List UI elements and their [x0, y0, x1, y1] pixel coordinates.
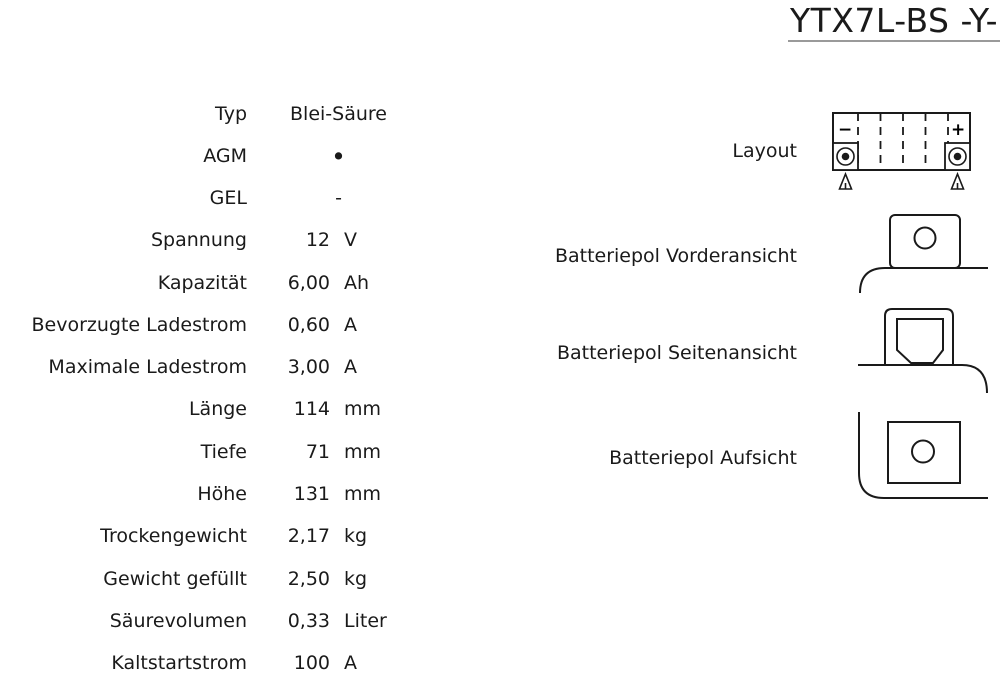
terminal-front-view-diagram	[840, 205, 1000, 300]
spec-row-value: 0,60	[287, 313, 330, 336]
spec-row-label: Säurevolumen	[109, 609, 247, 632]
spec-row-label: Trockengewicht	[100, 525, 247, 548]
spec-row-label: Tiefe	[200, 440, 247, 463]
spec-row-label: Typ	[215, 102, 247, 125]
terminal-inner-profile	[897, 319, 943, 363]
spec-row-unit: Ah	[344, 271, 370, 294]
title-underline	[788, 40, 1000, 42]
spec-row-unit: V	[344, 229, 357, 252]
spec-table	[0, 93, 430, 685]
spec-row-label: Bevorzugte Ladestrom	[31, 313, 247, 336]
battery-corner-line	[859, 412, 988, 498]
spec-row-label: Länge	[188, 398, 247, 421]
spec-row-value: Blei-Säure	[290, 102, 387, 125]
spec-row-unit: A	[344, 652, 357, 675]
spec-row-value: 71	[305, 440, 330, 463]
spec-row-value: •	[331, 141, 346, 171]
spec-row-value: 114	[293, 398, 330, 421]
spec-row-unit: Liter	[344, 609, 387, 632]
spec-row-value: 2,17	[287, 525, 330, 548]
positive-terminal-dot	[954, 153, 962, 161]
page-title: YTX7L-BS -Y-	[790, 1, 999, 40]
terminal-top-view-label: Batteriepol Aufsicht	[609, 447, 797, 469]
spec-row-value: 100	[293, 652, 330, 675]
bolt-hole-icon	[915, 228, 936, 249]
spec-row-label: Kaltstartstrom	[111, 652, 247, 675]
spec-row-unit: mm	[344, 440, 382, 463]
battery-edge-line	[860, 268, 988, 293]
spec-row-value: 12	[305, 229, 330, 252]
spec-row-label: Kapazität	[157, 271, 247, 294]
negative-terminal-dot	[842, 153, 850, 161]
terminal-front-view-label: Batteriepol Vorderansicht	[554, 245, 797, 267]
spec-row-label: Maximale Ladestrom	[48, 356, 247, 379]
spec-row-value: 0,33	[287, 609, 330, 632]
terminal-top-view-diagram	[840, 405, 1000, 505]
spec-row-value: -	[335, 187, 342, 210]
plus-sign: +	[951, 120, 966, 140]
layout-label: Layout	[732, 140, 797, 162]
spec-row-label: GEL	[209, 187, 247, 210]
spec-row-label: Höhe	[197, 483, 247, 506]
spec-row-label: Spannung	[151, 229, 247, 252]
spec-row-value: 2,50	[287, 567, 330, 590]
terminal-side-view-diagram	[840, 300, 1000, 400]
spec-row-unit: mm	[344, 398, 382, 421]
spec-row-label: AGM	[203, 144, 247, 167]
battery-edge-line	[858, 365, 987, 393]
spec-row-unit: A	[344, 313, 357, 336]
terminal-block	[888, 422, 960, 483]
spec-row-value: 131	[293, 483, 330, 506]
terminal-block	[890, 215, 960, 268]
spec-row-value: 3,00	[287, 356, 330, 379]
spec-row-unit: kg	[344, 525, 368, 548]
bolt-hole-icon	[912, 441, 934, 463]
minus-sign: −	[838, 120, 853, 140]
battery-layout-diagram	[825, 105, 1000, 195]
spec-row-unit: A	[344, 356, 357, 379]
spec-row-unit: kg	[344, 567, 368, 590]
terminal-side-view-label: Batteriepol Seitenansicht	[556, 342, 797, 364]
spec-row-value: 6,00	[287, 271, 330, 294]
spec-row-label: Gewicht gefüllt	[103, 567, 247, 590]
spec-row-unit: mm	[344, 483, 382, 506]
